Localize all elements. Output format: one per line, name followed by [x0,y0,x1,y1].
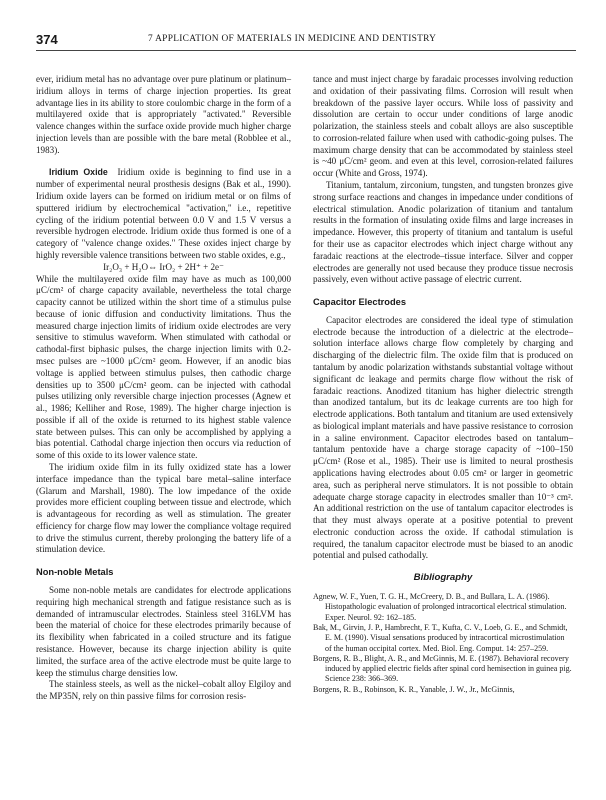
paragraph-iridium-oxide [36,167,291,261]
paragraph-iridium-metal: ever, iridium metal has no advantage over pure platinum or platinum–iridium alloys in terms of charge injection properties. Its great advantage lies in its ability to store coulombic charge in the form of a multilayered oxide that is appropriately "activated." Reversible valence changes within the surface oxide provide much higher charge injection levels than are possible with the bare metal (Robblee et al., 1983). [36,74,291,155]
right-column [313,74,573,695]
reference-item: Borgens, R. B., Robinson, K. R., Yanable, J. W., Jr., McGinnis, [313,684,515,694]
runin-heading-iridium-oxide: Iridium Oxide [49,167,108,178]
page-header [36,32,576,50]
equation: Ir₂O₃ + H₂O⇔ IrO₂ + 2H⁺ + 2e⁻ [103,261,224,272]
paragraph-corrosion: tance and must inject charge by faradaic processes involving reduction and oxidation of their passivating films. Corrosion will result when breakdown of the passive layer occurs. While loss of passivity and dissolution are certain to occur under conditions of large anodic polarization, the stainless steels and cobalt alloys are also susceptible to corrosion-related failure when used with cathodic-going pulses. The maximum charge density that can be accommodated by stainless steel is ~40 μC/cm² geom. and even at this level, corrosion-related failures occur (White and Gross, 1974). [313,74,573,179]
running-title: 7 APPLICATION OF MATERIALS IN MEDICINE AND DENTISTRY [148,34,437,44]
reference-item: Bak, M., Girvin, J. P., Hambrecht, F. T., Kufta, C. V., Loeb, G. E., and Schmidt, E. M. (1990). Visual sensations produced by intracortical microstimulation of the human occipital cortex. Med. Biol. Eng. Comput. 14: 257–259. [313,622,568,653]
paragraph-charge-capacity: While the multilayered oxide film may have as much as 100,000 μC/cm² of charge capacity available, nevertheless the total charge capacity cannot be utilized within the short time of a stimulus pulse because of ionic diffusion and conductivity limitations. Thus the measured charge injection limits of iridium oxide electrodes are very sensitive to stimulus waveform. When stimulated with cathodal or cathodal-first biphasic pulses, the charge injection limits with 0.2-msec pulses are ~1000 μC/cm² geom. However, if an anodic bias voltage is applied between stimulus pulses, then cathodic charge densities up to 3500 μC/cm² geom. can be injected with cathodal pulses utilizing only reversible charge injection processes (Agnew et al., 1986; Kelliher and Rose, 1989). The higher charge injection is possible if all of the oxide is returned to its highest stable valence state between pulses. This can only be accomplished by applying a bias potential. Cathodal charge injection then occurs via reduction of some of this oxide to its lower valence state. [36,273,291,461]
section-heading-capacitor-electrodes: Capacitor Electrodes [313,297,407,308]
paragraph-titanium-tantalum: Titanium, tantalum, zirconium, tungsten, and tungsten bronzes give strong surface reactions and changes in impedance under conditions of electrical stimulation. Anodic polarization of titanium and tantalum results in the formation of insulating oxide films and large increases in impedance. However, this property of titanium and tantalum is useful for their use as capacitor electrodes which inject charge without any faradaic reactions at the electrode–tissue interface. Silver and copper electrodes are generally not used because they produce tissue necrosis passively, even without active passage of electric current. [313,180,573,285]
paragraph-iridium-oxide-text: Iridium oxide is beginning to find use in a number of experimental neural prosthesis designs (Bak et al., 1990). Iridium oxide layers can be formed on iridium metal or on films of sputtered iridium by electrochemical "activation," i.e., repetitive cycling of the iridium potential between 0.0 V and 1.5 V versus a reversible hydrogen electrode. Iridium oxide thus formed is one of a category of "valence change oxides." These oxides inject charge by highly reversible valence transitions between two stable oxides, e.g., [36,167,291,260]
paragraph-stainless-steels: The stainless steels, as well as the nickel–cobalt alloy Elgiloy and the MP35N, rely on thin passive films for corrosion resis- [36,679,291,702]
paragraph-capacitor-electrodes: Capacitor electrodes are considered the ideal type of stimulation electrode because the introduction of a dielectric at the electrode–solution interface allows charge flow completely by charging and discharging of the dielectric film. The oxide film that is produced on tantalum by anodic polarization withstands substantial voltage without significant dc leakage and permits charge flow without the risk of faradaic reactions. Anodized titanium has higher dielectric strength than anodized tantalum, but its dc leakage currents are too high for electrode applications. Both tantalum and titanium are used extensively as biological implant materials and have passive resistance to corrosion in a saline environment. Capacitor electrodes based on tantalum–tantalum pentoxide have a charge storage capacity of ~100–150 μC/cm² (Rose et al., 1985). Their use is limited to neural prosthesis applications having electrodes about 0.05 cm² or larger in geometric area, such as peripheral nerve stimulators. It is not possible to obtain adequate charge storage capacity in electrodes smaller than 10⁻³ cm². An additional restriction on the use of tantalum capacitor electrodes is that they must always operate at a positive potential to prevent electronic conduction across the oxide. If cathodal stimulation is required, the tanalum capacitor electrode must be biased to an anodic potential and pulsed cathodally. [313,314,573,561]
paragraph-non-noble-metals: Some non-noble metals are candidates for electrode applications requiring high mechanical strength and fatigue resistance such as is demanded of intramuscular electrodes. Stainless steel 316LVM has been the material of choice for these electrodes primarily because of its flexibility when fabricated in a coiled structure and its fatigue resistance. However, because its charge injection ability is quite limited, the surface area of the active electrode must be quite large to keep the stimulus charge densities low. [36,585,291,678]
page-number: 374 [36,32,58,47]
section-heading-non-noble-metals: Non-noble Metals [36,567,114,578]
reference-item: Agnew, W. F., Yuen, T. G. H., McCreery, D. B., and Bullara, L. A. (1986). Histopathologic evaluation of prolonged intracortical electrical stimulation. Exper. Neurol. 92: 162–185. [313,592,567,622]
bibliography-heading: Bibliography [413,572,473,584]
reference-item: Borgens, R. B., Blight, A. R., and McGinnis, M. E. (1987). Behavioral recovery induced by applied electric fields after spinal cord hemisection in guinea pig. Science 238: 366–369. [313,653,572,684]
header-rule [36,50,576,51]
paragraph-oxide-impedance: The iridium oxide film in its fully oxidized state has a lower interface impedance than the typical bare metal–saline interface (Glarum and Marshall, 1980). The low impedance of the oxide provides more efficient coupling between tissue and electrode, which is advantageous for recording as well as stimulation. The greater efficiency for charge flow may lower the compliance voltage required to drive the stimulus current, thereby prolonging the battery life of a stimulation device. [36,462,291,555]
left-column [36,74,291,703]
